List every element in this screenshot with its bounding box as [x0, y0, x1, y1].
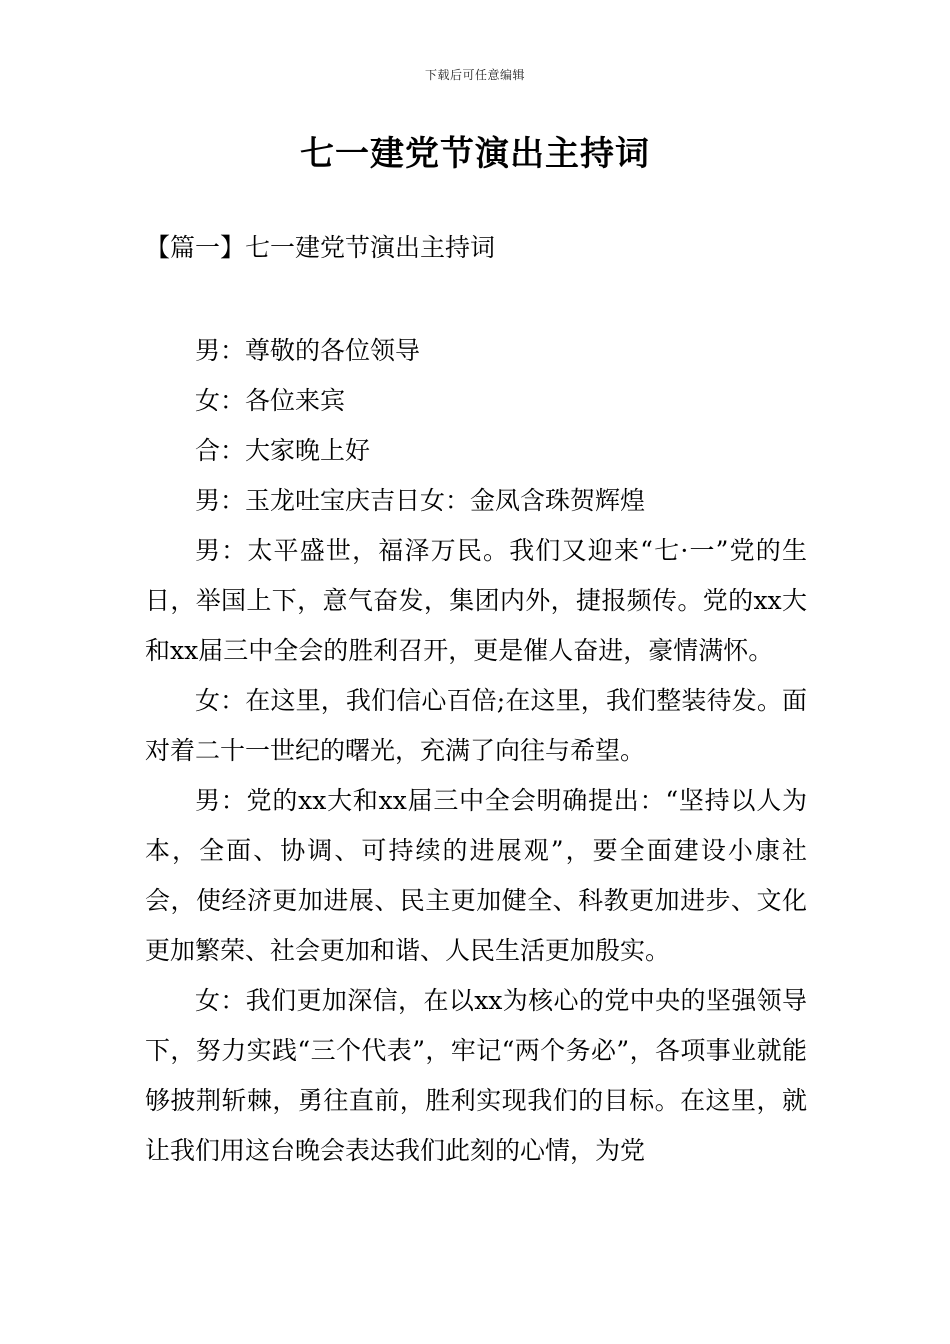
paragraph: 女：各位来宾 — [195, 386, 346, 415]
paragraph: 女：我们更加深信，在以xx为核心的党中央的坚强领导下，努力实践“三个代表”，牢记“两个务必”，各项事业就能够披荆斩棘，勇往直前，胜利实现我们的目标。在这里，就让我们用这台晚会表达我们此刻的心情，为党 — [145, 986, 807, 1165]
document-title: 七一建党节演出主持词 — [300, 134, 650, 174]
document-body — [145, 326, 807, 1176]
paragraph: 男：尊敬的各位领导 — [195, 336, 421, 365]
paragraph: 男：玉龙吐宝庆吉日女：金凤含珠贺辉煌 — [195, 486, 646, 515]
paragraph: 男：太平盛世，福泽万民。我们又迎来“七·一”党的生日，举国上下，意气奋发，集团内外，捷报频传。党的xx大和xx届三中全会的胜利召开，更是催人奋进，豪情满怀。 — [145, 536, 807, 665]
paragraph: 男：党的xx大和xx届三中全会明确提出：“坚持以人为本，全面、协调、可持续的进展观”，要全面建设小康社会，使经济更加进展、民主更加健全、科教更加进步、文化更加繁荣、社会更加和谐、人民生活更加殷实。 — [145, 786, 807, 965]
header-note: 下载后可任意编辑 — [424, 68, 525, 82]
section-heading: 【篇一】七一建党节演出主持词 — [145, 233, 496, 262]
paragraph: 女：在这里，我们信心百倍;在这里，我们整装待发。面对着二十一世纪的曙光，充满了向往与希望。 — [145, 686, 807, 765]
paragraph: 合：大家晚上好 — [195, 436, 371, 465]
